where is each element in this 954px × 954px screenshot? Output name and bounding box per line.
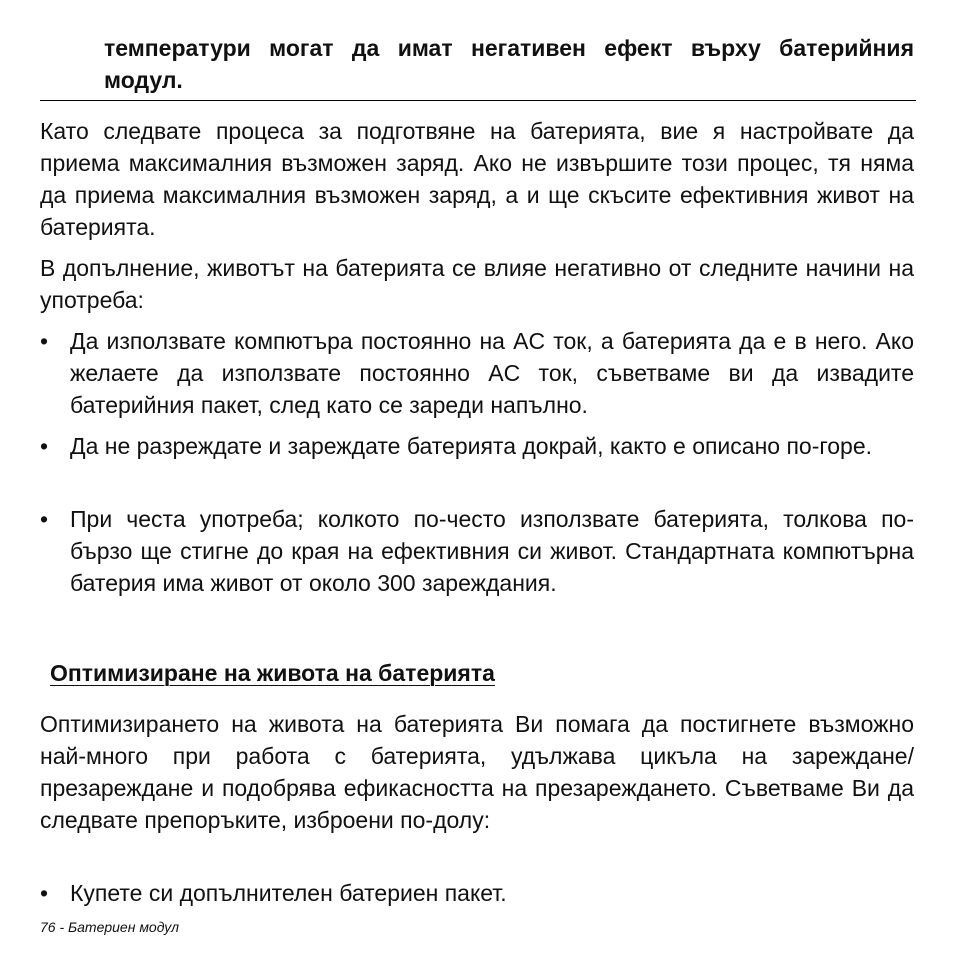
list-item-text: При честа употреба; колкото по-често използвате батерията, толкова по-бързо ще стигне до края на ефективния си живот. Стандартната компютърна батерия има живот от около 300 зареждания. — [70, 506, 914, 596]
bullet-icon: • — [40, 328, 49, 354]
list-item-text: Купете си допълнителен батериен пакет. — [70, 880, 507, 906]
list-item-text: Да използвате компютъра постоянно на AC ток, а батерията да е в него. Ако желаете да използвате постоянно AC ток, съветваме ви да извадите батерийния пакет, след като се зареди напълно. — [70, 328, 914, 418]
paragraph-optimization: Оптимизирането на живота на батерията Ви помага да постигнете възможно най-много при работа с батерията, удължава цикъла на зареждане/презареждане и подобрява ефикасността на презареждането. Съветваме Ви да следвате препоръките, изброени по-долу: — [40, 711, 914, 833]
list-item — [40, 325, 914, 421]
list-item — [40, 503, 914, 599]
paragraph-battery-conditioning: Като следвате процеса за подготвяне на батерията, вие я настройвате да приема максималния възможен заряд. Ако не извършите този процес, тя няма да приема максималния възможен заряд, а и ще скъсите ефективния живот на батерията. — [40, 118, 914, 240]
list-item-text: Да не разреждате и зареждате батерията докрай, както е описано по-горе. — [70, 433, 873, 459]
bullet-icon: • — [40, 506, 49, 532]
warning-text: температури могат да имат негативен ефект върху батерийния модул. — [104, 35, 914, 93]
page-footer: 76 - Батериен модул — [40, 919, 180, 935]
list-item — [40, 877, 914, 909]
bullet-icon: • — [40, 880, 49, 906]
bullet-icon: • — [40, 433, 49, 459]
section-heading: Оптимизиране на живота на батерията — [50, 660, 495, 686]
paragraph-negative-usage: В допълнение, животът на батерията се влияе негативно от следните начини на употреба: — [40, 255, 914, 313]
separator-line — [40, 100, 916, 101]
list-item — [40, 430, 914, 462]
